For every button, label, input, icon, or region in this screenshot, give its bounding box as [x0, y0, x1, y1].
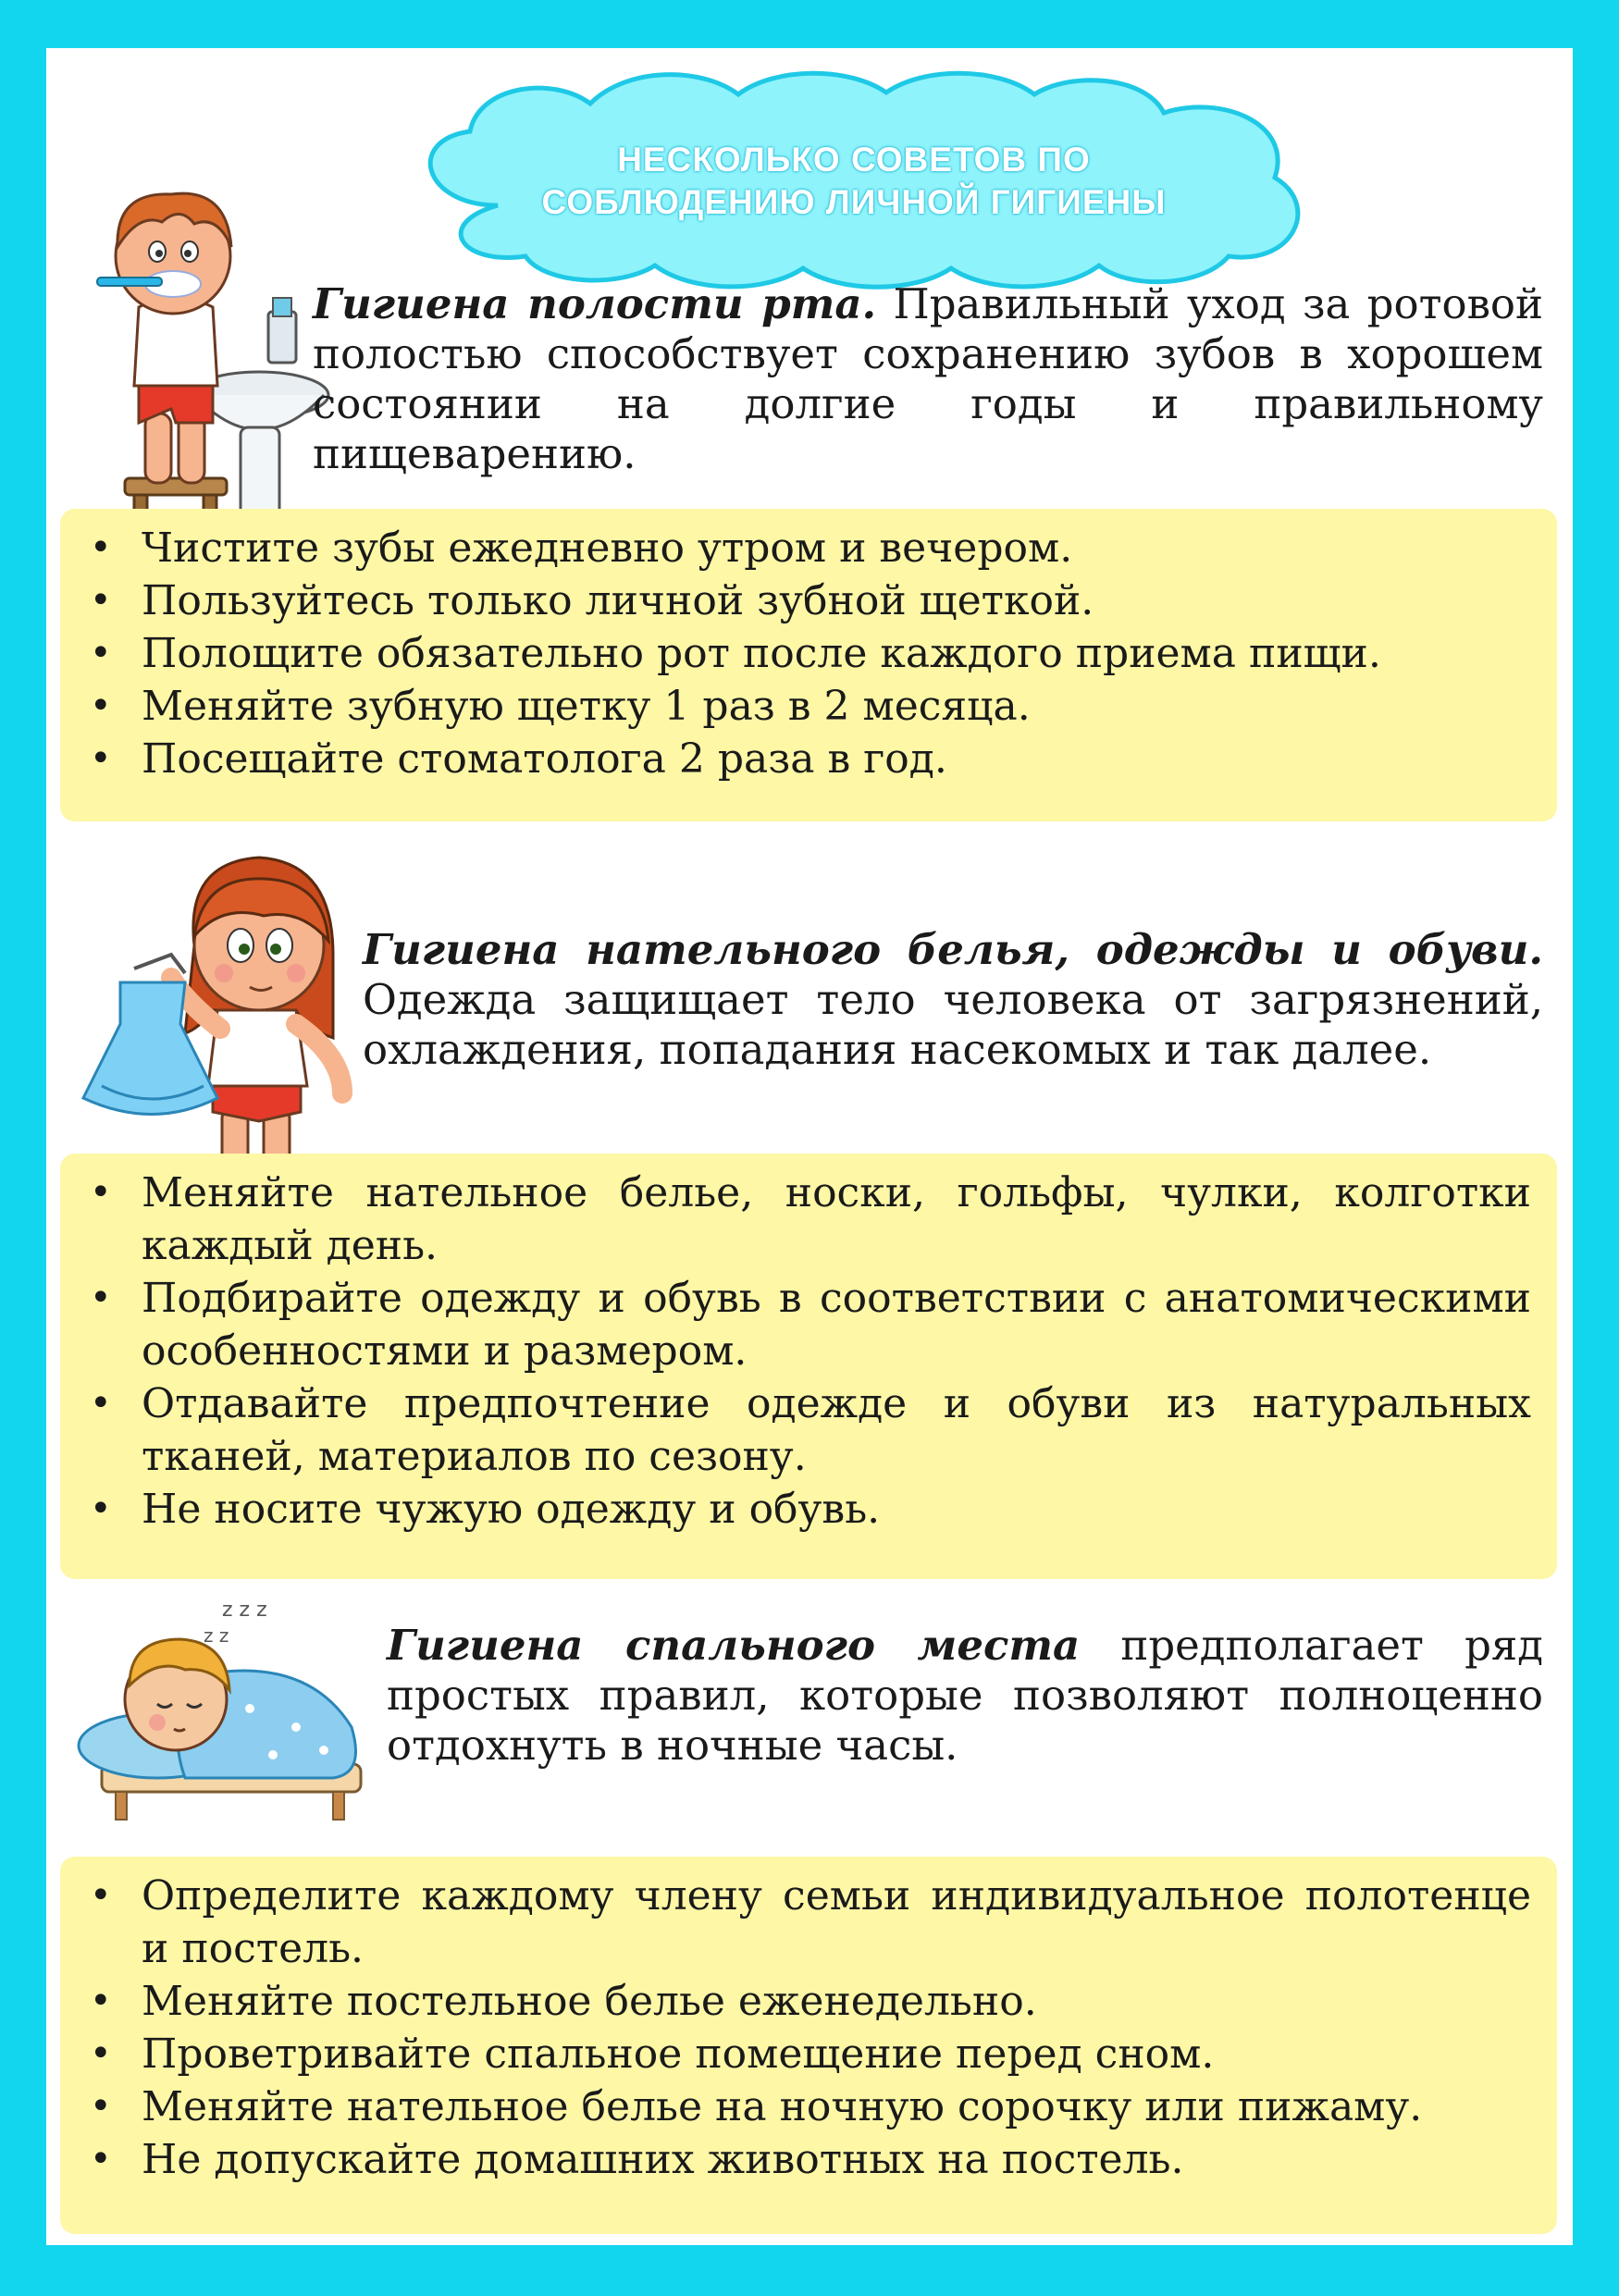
section-clothing-hygiene-intro	[363, 925, 1543, 1075]
list-item: • Чистите зубы ежедневно утром и вечером.	[86, 522, 1531, 574]
sleeping-place-tips-box	[60, 1857, 1557, 2234]
oral-hygiene-tips-list	[86, 522, 1531, 785]
list-item: • Не носите чужую одежду и обувь.	[86, 1483, 1531, 1536]
section-sleeping-place-intro	[387, 1621, 1543, 1771]
list-item: • Меняйте нательное белье на ночную сорочку или пижаму.	[86, 2080, 1531, 2133]
sleeping-place-tips-list	[86, 1870, 1531, 2186]
list-item: • Полощите обязательно рот после каждого приема пищи.	[86, 627, 1531, 680]
svg-text:z z: z z	[204, 1624, 229, 1647]
sleeping-boy-illustration	[65, 1588, 389, 1829]
section-sleeping-place-heading: Гигиена спального места	[387, 1621, 1081, 1670]
list-item: • Проветривайте спальное помещение перед сном.	[86, 2028, 1531, 2080]
list-item: • Посещайте стоматолога 2 раза в год.	[86, 733, 1531, 785]
list-item: • Не допускайте домашних животных на постель.	[86, 2133, 1531, 2186]
title-line-1: НЕСКОЛЬКО СОВЕТОВ ПО	[617, 141, 1091, 179]
page-title	[387, 139, 1321, 224]
list-item: • Меняйте постельное белье еженедельно.	[86, 1975, 1531, 2028]
section-clothing-hygiene-heading: Гигиена нательного белья, одежды и обуви.	[363, 925, 1543, 974]
section-clothing-hygiene-text: Одежда защищает тело человека от загрязнений, охлаждения, попадания насекомых и так далее.	[363, 975, 1543, 1074]
boy-brushing-teeth-illustration	[88, 159, 338, 548]
title-cloud	[387, 67, 1321, 298]
clothing-hygiene-tips-box	[60, 1154, 1557, 1579]
girl-with-dress-illustration	[65, 844, 370, 1195]
list-item: • Меняйте нательное белье, носки, гольфы, чулки, колготки каждый день.	[86, 1167, 1531, 1272]
poster-sheet	[46, 48, 1573, 2245]
list-item: • Определите каждому члену семьи индивидуальное полотенце и постель.	[86, 1870, 1531, 1975]
clothing-hygiene-tips-list	[86, 1167, 1531, 1536]
list-item: • Отдавайте предпочтение одежде и обуви из натуральных тканей, материалов по сезону.	[86, 1377, 1531, 1483]
section-oral-hygiene-intro	[313, 279, 1543, 479]
section-sleeping-place-text: предполагает ряд простых правил, которые позволяют полноценно отдохнуть в ночные часы.	[387, 1621, 1543, 1770]
title-line-2: СОБЛЮДЕНИЮ ЛИЧНОЙ ГИГИЕНЫ	[541, 183, 1167, 221]
list-item: • Пользуйтесь только личной зубной щеткой.	[86, 574, 1531, 627]
oral-hygiene-tips-box	[60, 509, 1557, 821]
section-oral-hygiene-heading: Гигиена полости рта.	[313, 279, 877, 328]
list-item: • Подбирайте одежду и обувь в соответствии с анатомическими особенностями и размером.	[86, 1272, 1531, 1377]
section-oral-hygiene-text: Правильный уход за ротовой полостью способствует сохранению зубов в хорошем состоянии на долгие годы и правильному пищеварению.	[313, 279, 1543, 478]
svg-text:z z z: z z z	[222, 1599, 267, 1622]
list-item: • Меняйте зубную щетку 1 раз в 2 месяца.	[86, 680, 1531, 733]
